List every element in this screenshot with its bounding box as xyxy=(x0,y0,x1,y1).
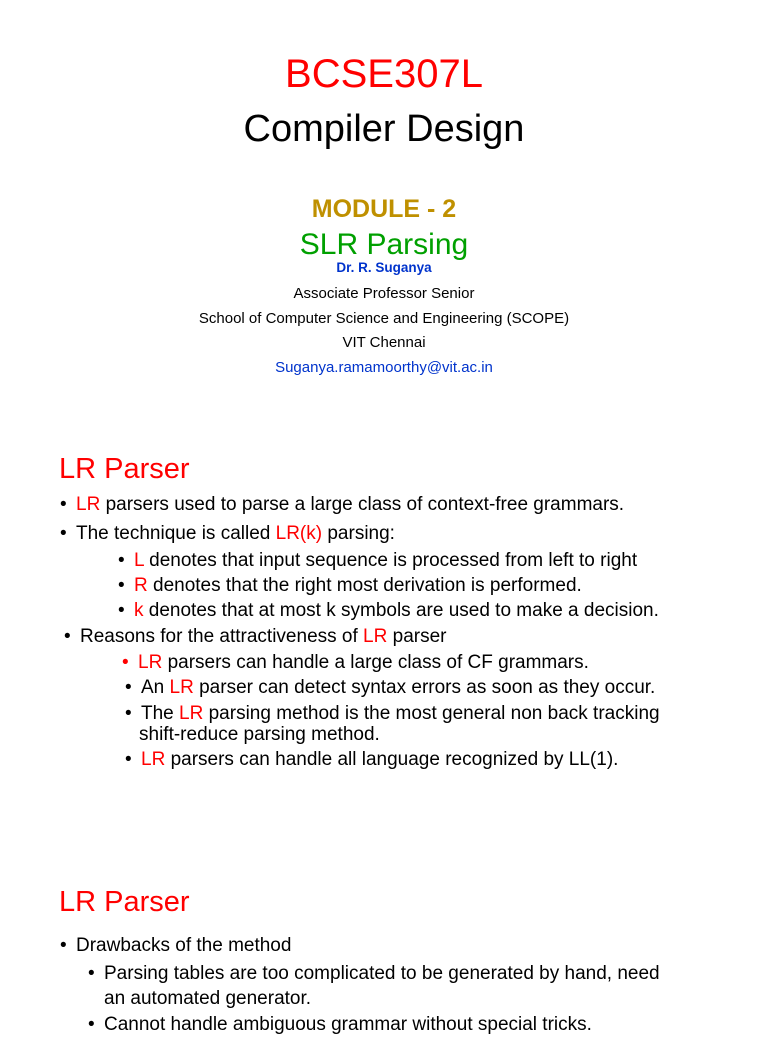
sub-bullet-item xyxy=(125,748,618,772)
bullet-text: parsers used to parse a large class of context-free grammars. xyxy=(100,494,625,515)
bullet-continuation: shift-reduce parsing method. xyxy=(139,724,380,745)
highlight-term: LR xyxy=(141,749,166,770)
highlight-term: LR xyxy=(169,677,194,698)
author-school: School of Computer Science and Engineering (SCOPE) xyxy=(198,310,570,327)
module-label: MODULE - 2 xyxy=(311,195,457,223)
sub-bullet-item xyxy=(118,599,659,623)
bullet-text: Reasons for the attractiveness of xyxy=(80,626,364,647)
bullet-dot: • xyxy=(125,703,132,724)
highlight-term: LR xyxy=(138,652,163,673)
bullet-dot: • xyxy=(88,963,95,984)
bullet-dot: • xyxy=(60,935,67,956)
bullet-dot: • xyxy=(122,652,129,673)
topic-title: SLR Parsing xyxy=(299,228,469,261)
bullet-text: Drawbacks of the method xyxy=(76,935,292,956)
bullet-dot: • xyxy=(125,677,132,698)
bullet-dot: • xyxy=(60,494,67,515)
bullet-item xyxy=(60,934,291,958)
course-code: BCSE307L xyxy=(285,52,483,96)
bullet-text: The technique is called xyxy=(76,523,276,544)
highlight-term: R xyxy=(134,575,148,596)
bullet-text: An xyxy=(141,677,170,698)
highlight-term: LR xyxy=(179,703,204,724)
bullet-text: parser xyxy=(387,626,447,647)
bullet-dot: • xyxy=(64,626,71,647)
bullet-text: parsing method is the most general non back tracking xyxy=(203,703,660,724)
bullet-text: Parsing tables are too complicated to be generated by hand, need xyxy=(104,963,660,984)
slide-title: LR Parser xyxy=(59,453,190,485)
bullet-text: denotes that at most k symbols are used to make a decision. xyxy=(143,600,659,621)
bullet-dot: • xyxy=(118,600,125,621)
bullet-text: The xyxy=(141,703,180,724)
sub-bullet-item xyxy=(125,676,655,700)
bullet-text: parsers can handle all language recognized by LL(1). xyxy=(165,749,619,770)
course-name: Compiler Design xyxy=(243,108,525,150)
author-email[interactable]: Suganya.ramamoorthy@vit.ac.in xyxy=(275,359,493,376)
bullet-dot: • xyxy=(125,749,132,770)
sub-bullet-item xyxy=(118,549,637,573)
bullet-dot: • xyxy=(60,523,67,544)
highlight-term: LR(k) xyxy=(275,523,323,544)
slide-title: LR Parser xyxy=(59,886,190,918)
bullet-item xyxy=(60,522,395,546)
sub-bullet-item xyxy=(122,651,589,675)
author-campus: VIT Chennai xyxy=(342,334,426,351)
sub-bullet-item xyxy=(88,962,660,986)
bullet-dot: • xyxy=(88,1014,95,1035)
author-designation: Associate Professor Senior xyxy=(293,285,475,302)
bullet-dot: • xyxy=(118,550,125,571)
author-name: Dr. R. Suganya xyxy=(336,260,432,275)
bullet-continuation: an automated generator. xyxy=(104,988,312,1009)
bullet-item xyxy=(60,493,624,517)
sub-bullet-item xyxy=(118,574,582,598)
bullet-text: parser can detect syntax errors as soon as they occur. xyxy=(193,677,656,698)
highlight-term: LR xyxy=(363,626,388,647)
bullet-text: parsers can handle a large class of CF grammars. xyxy=(162,652,589,673)
sub-bullet-item xyxy=(88,1013,592,1037)
bullet-dot: • xyxy=(118,575,125,596)
bullet-text: Cannot handle ambiguous grammar without special tricks. xyxy=(104,1014,592,1035)
bullet-text: denotes that input sequence is processed from left to right xyxy=(143,550,638,571)
highlight-term: LR xyxy=(76,494,101,515)
bullet-item xyxy=(64,625,446,649)
highlight-term: L xyxy=(134,550,144,571)
highlight-term: k xyxy=(134,600,144,621)
bullet-text: denotes that the right most derivation is performed. xyxy=(147,575,582,596)
bullet-text: parsing: xyxy=(322,523,395,544)
